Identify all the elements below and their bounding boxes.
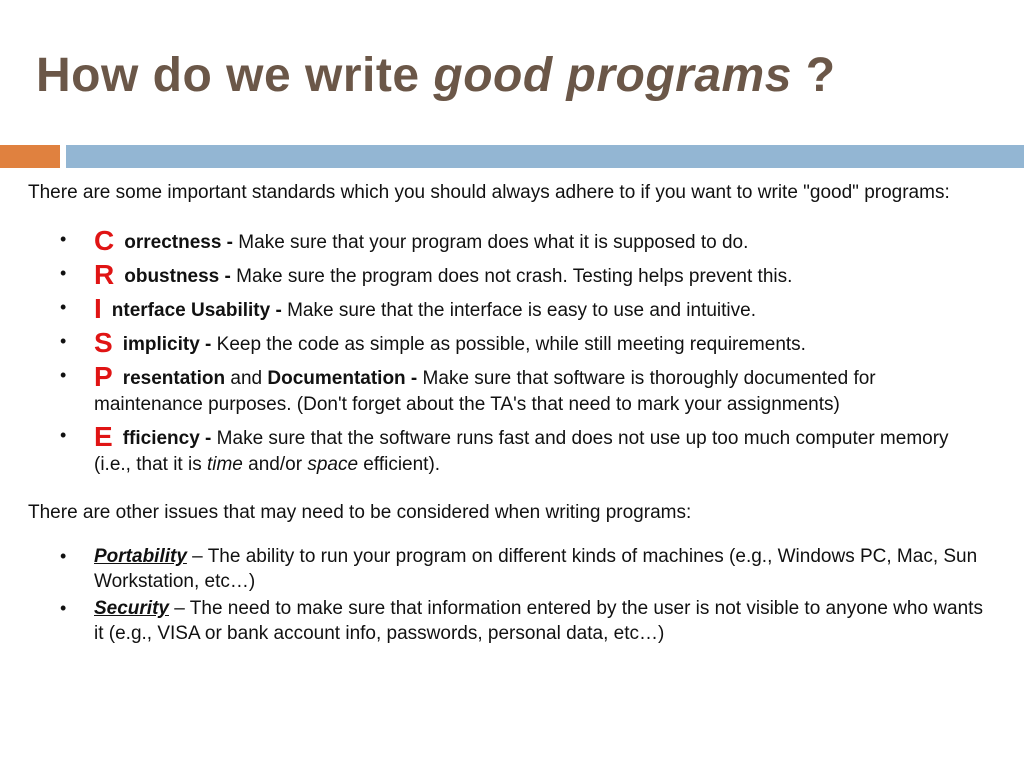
crisp-term: orrectness	[124, 232, 222, 253]
crisp-letter: P	[94, 361, 113, 392]
crisp-letter: S	[94, 327, 113, 358]
crisp-desc-time: time	[206, 454, 243, 475]
crisp-and: and	[225, 368, 268, 389]
bullet-icon: •	[60, 229, 67, 249]
crisp-sep: -	[219, 266, 237, 287]
crisp-letter: C	[94, 225, 115, 256]
slide-body	[28, 180, 988, 648]
crisp-sep: -	[405, 368, 423, 389]
crisp-sep: -	[199, 334, 217, 355]
issue-desc: – The need to make sure that information entered by the user is not visible to anyone who wants it (e.g., VISA or bank account info, passwords, personal data, etc…)	[94, 598, 983, 644]
crisp-sep: -	[199, 428, 217, 449]
other-issues-paragraph: There are other issues that may need to be considered when writing programs:	[28, 502, 692, 523]
crisp-desc: Make sure that software is thoroughly documented for maintenance purposes. (Don't forget about the TA's that need to mark your assignments)	[94, 368, 876, 415]
bullet-icon: •	[60, 331, 67, 351]
crisp-term: resentation	[122, 368, 226, 389]
crisp-term-2: Documentation	[267, 368, 406, 389]
crisp-list	[28, 226, 988, 478]
crisp-desc-post: efficient).	[358, 454, 441, 475]
title-main: How do we write	[36, 49, 434, 102]
list-item-portability	[28, 544, 988, 594]
crisp-term: obustness	[124, 266, 220, 287]
issue-term: Portability	[94, 546, 187, 567]
crisp-term: fficiency	[122, 428, 200, 449]
list-item-presentation	[28, 362, 988, 418]
crisp-desc-space: space	[307, 454, 359, 475]
crisp-sep: -	[221, 232, 239, 253]
issue-desc: – The ability to run your program on different kinds of machines (e.g., Windows PC, Mac, Sun Workstation, etc…)	[94, 546, 978, 592]
crisp-letter: E	[94, 421, 113, 452]
list-item-efficiency	[28, 422, 988, 478]
bullet-icon: •	[60, 598, 67, 618]
bullet-icon: •	[60, 546, 67, 566]
crisp-desc: Keep the code as simple as possible, while still meeting requirements.	[216, 334, 806, 355]
accent-bar-blue	[66, 145, 1024, 168]
crisp-sep: -	[270, 300, 288, 321]
list-item-simplicity	[28, 328, 988, 358]
list-item-security	[28, 596, 988, 646]
bullet-icon: •	[60, 297, 67, 317]
crisp-desc: Make sure that the software runs fast and does not use up too much computer memory (i.e., that it is	[94, 428, 949, 475]
bullet-icon: •	[60, 425, 67, 445]
crisp-term: implicity	[122, 334, 200, 355]
crisp-term: nterface Usability	[111, 300, 271, 321]
bullet-icon: •	[60, 263, 67, 283]
list-item-correctness	[28, 226, 988, 256]
other-issues-list	[28, 544, 988, 646]
accent-bar-orange	[0, 145, 60, 168]
list-item-interface-usability	[28, 294, 988, 324]
crisp-desc: Make sure that your program does what it is supposed to do.	[238, 232, 749, 253]
slide-title	[36, 48, 836, 103]
intro-paragraph: There are some important standards which you should always adhere to if you want to write "good" programs:	[28, 182, 950, 203]
crisp-desc: Make sure the program does not crash. Testing helps prevent this.	[236, 266, 793, 287]
crisp-desc-mid: and/or	[242, 454, 308, 475]
issue-term: Security	[94, 598, 169, 619]
bullet-icon: •	[60, 365, 67, 385]
crisp-letter: R	[94, 259, 115, 290]
title-end: ?	[791, 49, 836, 102]
list-item-robustness	[28, 260, 988, 290]
title-emphasis: good programs	[433, 49, 792, 102]
crisp-desc: Make sure that the interface is easy to use and intuitive.	[287, 300, 757, 321]
crisp-letter: I	[94, 293, 102, 324]
